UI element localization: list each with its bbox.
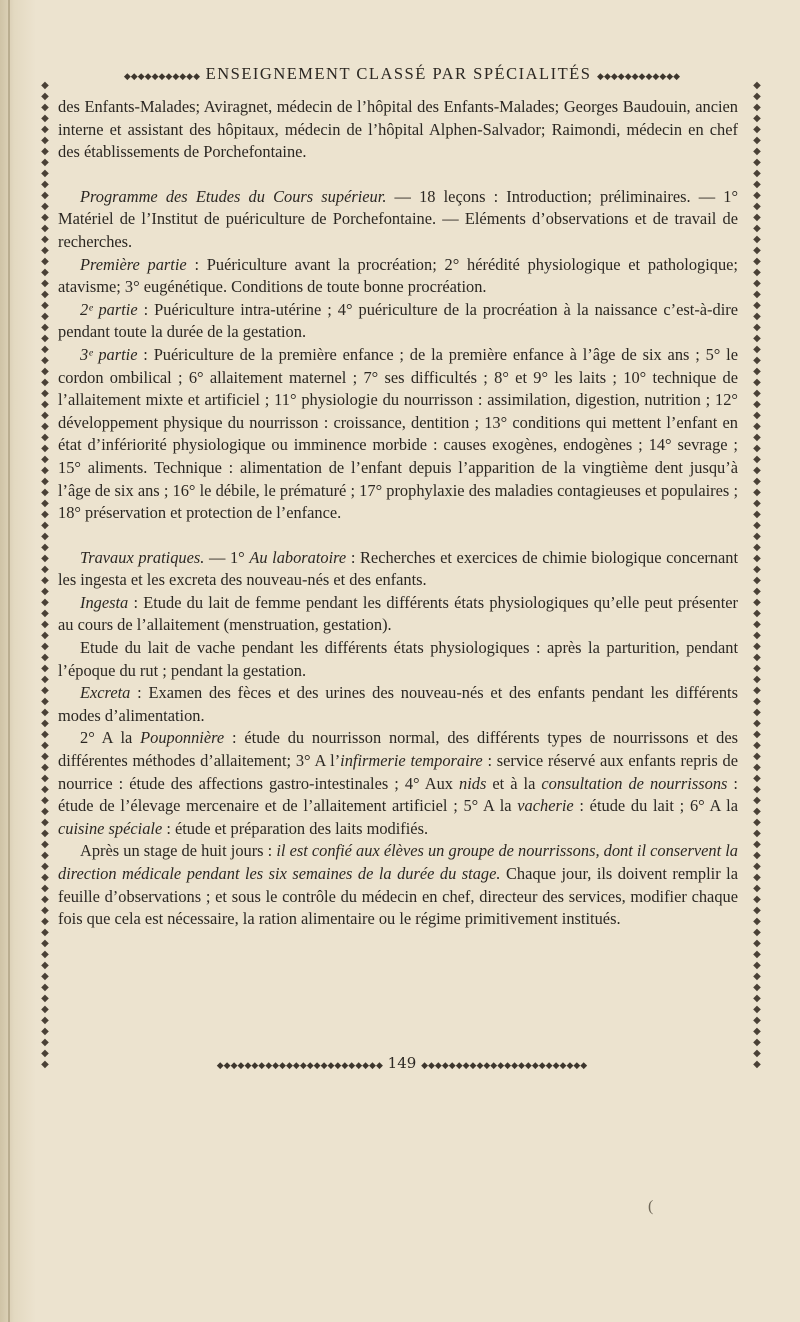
cuisine-term: cuisine spéciale: [58, 818, 163, 838]
excreta-text: : Examen des fèces et des urines des nouveau-nés et des enfants pendant les différents modes d’alimentation.: [58, 683, 738, 725]
nids-term: nids: [459, 773, 487, 793]
paragraph-lait-vache: [58, 637, 738, 682]
stray-mark: (: [648, 1198, 654, 1215]
infirmerie-term: infirmerie temporaire: [340, 751, 483, 771]
ornamental-border-left: ◆ ◆ ◆ ◆ ◆ ◆ ◆ ◆ ◆ ◆ ◆ ◆ ◆ ◆ ◆ ◆ ◆ ◆ ◆ ◆ ◆ ◆ ◆ ◆ ◆ ◆ ◆ ◆ ◆ ◆ ◆ ◆ ◆ ◆ ◆ ◆ ◆ ◆ ◆ ◆ ◆ ◆ ◆ ◆ ◆ ◆ ◆ ◆ ◆ ◆ ◆ ◆ ◆ ◆ ◆ ◆ ◆ ◆ ◆ ◆ ◆ ◆ ◆ ◆ ◆ ◆ ◆ ◆ ◆ ◆ ◆ ◆ ◆ ◆ ◆ ◆ ◆ ◆ ◆ ◆ ◆ ◆ ◆ ◆ ◆ ◆ ◆ ◆ ◆ ◆: [41, 80, 49, 1070]
ingesta-heading: Ingesta: [80, 592, 129, 612]
running-header: [48, 64, 756, 84]
part-2-text: : Puériculture intra-utérine ; 4° puériculture de la procréation à la naissance c’est-à-dire pendant toute la durée de la gestation.: [58, 299, 738, 342]
gutter-line: [8, 0, 10, 1322]
paragraph-part-1: [58, 254, 738, 299]
faculty-text: des Enfants-Malades; Aviragnet, médecin de l’hôpital des Enfants-Malades; Georges Baudouin, ancien interne et assistant des hôpitaux, médecin de l’hôpital Alphen-Salvador; Raimondi, médecin en chef des établissements de Porchefontaine.: [58, 97, 738, 162]
ingesta-text: : Etude du lait de femme pendant les différents états physiologiques qu’elle peut présenter au cours de l’allaitement (menstruation, gestation).: [58, 592, 738, 635]
paragraph-part-3: [58, 344, 738, 525]
part-3-heading: 3ᵉ partie: [80, 344, 138, 364]
consultation-term: consultation de nourrissons: [541, 773, 728, 793]
pouponniere-text-a: 2° A la: [80, 728, 141, 748]
paragraph-stage: [58, 840, 738, 930]
paragraph-part-2: [58, 299, 738, 344]
pouponniere-text-g: : étude et préparation des laits modifiés.: [162, 818, 429, 838]
page-number: 149: [387, 1054, 417, 1072]
body-text: [58, 96, 738, 931]
header-ornament-right: ◆◆◆◆◆◆◆◆◆◆◆◆: [597, 72, 681, 82]
pouponniere-text-f: : étude du lait ; 6° A la: [573, 796, 738, 816]
part-2-heading: 2ᵉ partie: [80, 299, 138, 319]
programme-text: — 18 leçons : Introduction; préliminaires. — 1° Matériel de l’Institut de puériculture de Porchefontaine. — Eléments d’observations et de travail de recherches.: [58, 186, 739, 251]
travaux-text: : Recherches et exercices de chimie biologique concernant les ingesta et les excreta des nouveau-nés et des enfants.: [58, 547, 739, 590]
part-1-text: : Puériculture avant la procréation; 2° hérédité physiologique et pathologique; atavisme; 3° eugénétique. Conditions de toute bonne procréation.: [58, 254, 738, 297]
header-title: ENSEIGNEMENT CLASSÉ PAR SPÉCIALITÉS: [205, 64, 592, 83]
pouponniere-text-b: : étude du nourrisson normal, des différents types de nourrissons et des différentes méthodes d’allaitement; 3° A l’: [58, 728, 738, 771]
paragraph-programme: [58, 186, 738, 254]
paragraph-excreta: [58, 682, 738, 727]
travaux-heading: Travaux pratiques.: [80, 547, 205, 567]
header-ornament-left: ◆◆◆◆◆◆◆◆◆◆◆: [123, 72, 201, 82]
paragraph-pouponniere: [58, 727, 738, 840]
travaux-number: — 1°: [204, 547, 250, 567]
paragraph-faculty: [58, 96, 738, 164]
stage-italic-text: il est confié aux élèves un groupe de nourrissons, dont il conservent la direction médicale pendant les six semaines de la durée du stage.: [58, 841, 739, 883]
page-footer: [48, 1054, 756, 1074]
pouponniere-text-d: et à la: [486, 773, 542, 793]
section-gap: [58, 164, 738, 186]
page-binding-edge: [0, 0, 36, 1322]
pouponniere-text-c: : service réservé aux enfants repris de nourrice : étude des affections gastro-intestinales ; 4° Aux: [58, 751, 739, 793]
programme-heading: Programme des Etudes du Cours supérieur.: [80, 186, 387, 206]
section-gap: [58, 525, 738, 547]
stage-text-a: Après un stage de huit jours :: [80, 841, 277, 861]
paragraph-travaux: [58, 547, 738, 592]
ornamental-border-right: ◆ ◆ ◆ ◆ ◆ ◆ ◆ ◆ ◆ ◆ ◆ ◆ ◆ ◆ ◆ ◆ ◆ ◆ ◆ ◆ ◆ ◆ ◆ ◆ ◆ ◆ ◆ ◆ ◆ ◆ ◆ ◆ ◆ ◆ ◆ ◆ ◆ ◆ ◆ ◆ ◆ ◆ ◆ ◆ ◆ ◆ ◆ ◆ ◆ ◆ ◆ ◆ ◆ ◆ ◆ ◆ ◆ ◆ ◆ ◆ ◆ ◆ ◆ ◆ ◆ ◆ ◆ ◆ ◆ ◆ ◆ ◆ ◆ ◆ ◆ ◆ ◆ ◆ ◆ ◆ ◆ ◆ ◆ ◆ ◆ ◆ ◆ ◆ ◆ ◆: [753, 80, 761, 1070]
vacherie-term: vacherie: [517, 796, 574, 816]
paragraph-ingesta: [58, 592, 738, 637]
lait-vache-text: Etude du lait de vache pendant les différents états physiologiques : après la parturition, pendant l’époque du rut ; pendant la gestation.: [58, 638, 738, 680]
stage-text-b: Chaque jour, ils doivent remplir la feuille d’observations ; et sous le contrôle du médecin en chef, directeur des services, modifier chaque fois que cela est nécessaire, la ration alimentaire ou le régime primitivement institués.: [58, 864, 738, 929]
footer-ornament-right: ◆◆◆◆◆◆◆◆◆◆◆◆◆◆◆◆◆◆◆◆◆◆◆◆: [421, 1061, 588, 1071]
part-1-heading: Première partie: [80, 254, 187, 274]
footer-ornament-left: ◆◆◆◆◆◆◆◆◆◆◆◆◆◆◆◆◆◆◆◆◆◆◆◆: [216, 1061, 383, 1071]
excreta-heading: Excreta: [80, 683, 131, 703]
pouponniere-text-e: : étude de l’élevage mercenaire et de l’allaitement artificiel ; 5° A la: [58, 773, 738, 816]
pouponniere-term: Pouponnière: [140, 728, 225, 748]
laboratoire-heading: Au laboratoire: [249, 547, 347, 567]
part-3-text: : Puériculture de la première enfance ; de la première enfance à l’âge de six ans ; 5° le cordon ombilical ; 6° allaitement maternel ; 7° ses difficultés ; 8° et 9° les laits ; 10° technique de l’allaitement mixte et artificiel ; 11° physiologie du nourrisson : assimilation, digestion, nutrition ; 12° développement physique du nourrisson : croissance, dentition ; 13° conditions qui mettent l’enfant en état d’infériorité physiologique ou imminence morbide : causes exogènes, endogènes ; 14° sevrage ; 15° aliments. Technique : alimentation de l’enfant depuis l’apparition de la vingtième dent jusqu’à l’âge de six ans ; 16° le débile, le prématuré ; 17° prophylaxie des maladies contagieuses et populaires ; 18° préservation et protection de l’enfance.: [58, 344, 739, 523]
